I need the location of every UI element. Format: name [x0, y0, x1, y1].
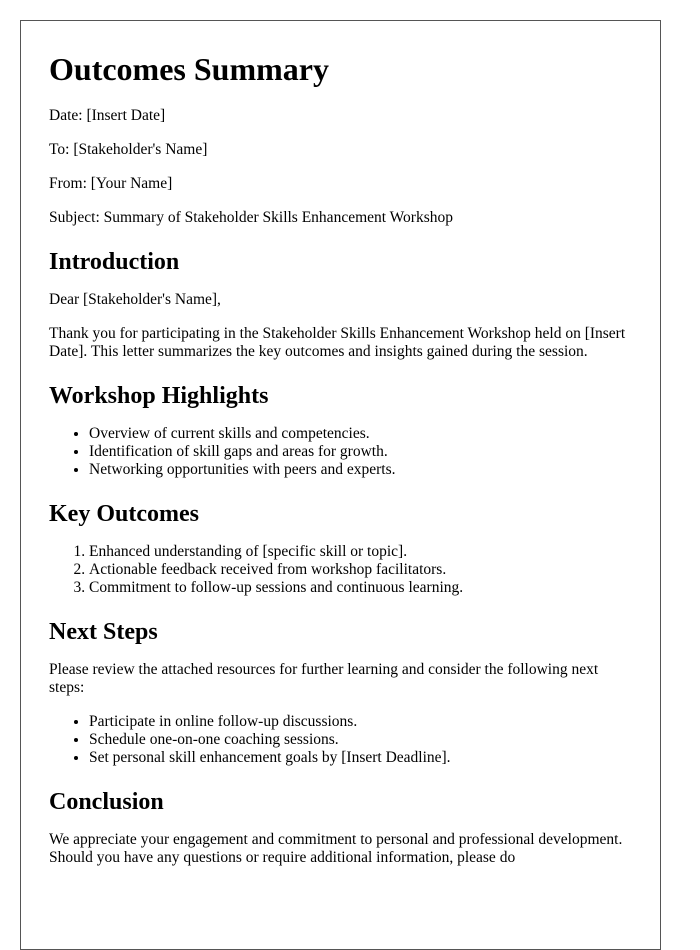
highlights-heading: Workshop Highlights	[49, 383, 269, 409]
list-item: 1. Enhanced understanding of [specific skill or topic].	[89, 543, 632, 561]
letter-page	[20, 20, 661, 950]
from-line: From: [Your Name]	[49, 175, 173, 192]
introduction-heading: Introduction	[49, 249, 180, 275]
salutation: Dear [Stakeholder's Name],	[49, 291, 221, 308]
list-item: • Participate in online follow-up discussions.	[89, 713, 632, 731]
outcomes-list	[49, 543, 632, 597]
list-item: • Set personal skill enhancement goals by [Insert Deadline].	[89, 749, 632, 767]
list-item: • Identification of skill gaps and areas for growth.	[89, 443, 632, 461]
subject-line: Subject: Summary of Stakeholder Skills Enhancement Workshop	[49, 209, 453, 226]
introduction-body: Thank you for participating in the Stakeholder Skills Enhancement Workshop held on [Insert Date]. This letter summarizes the key outcomes and insights gained during the session.	[49, 325, 626, 360]
list-item: • Networking opportunities with peers and experts.	[89, 461, 632, 479]
conclusion-heading: Conclusion	[49, 789, 164, 815]
highlights-list	[49, 425, 632, 479]
conclusion-body: We appreciate your engagement and commitment to personal and professional development. Should you have any questions or require additional information, please do	[49, 831, 623, 866]
list-item: • Overview of current skills and competencies.	[89, 425, 632, 443]
list-item: • Schedule one-on-one coaching sessions.	[89, 731, 632, 749]
list-item: 3. Commitment to follow-up sessions and continuous learning.	[89, 579, 632, 597]
outcomes-heading: Key Outcomes	[49, 501, 199, 527]
page-title: Outcomes Summary	[49, 51, 329, 87]
next-steps-body: Please review the attached resources for further learning and consider the following next steps:	[49, 661, 599, 696]
list-item: 2. Actionable feedback received from workshop facilitators.	[89, 561, 632, 579]
next-steps-heading: Next Steps	[49, 619, 158, 645]
next-steps-list	[49, 713, 632, 767]
date-line: Date: [Insert Date]	[49, 107, 166, 124]
to-line: To: [Stakeholder's Name]	[49, 141, 208, 158]
